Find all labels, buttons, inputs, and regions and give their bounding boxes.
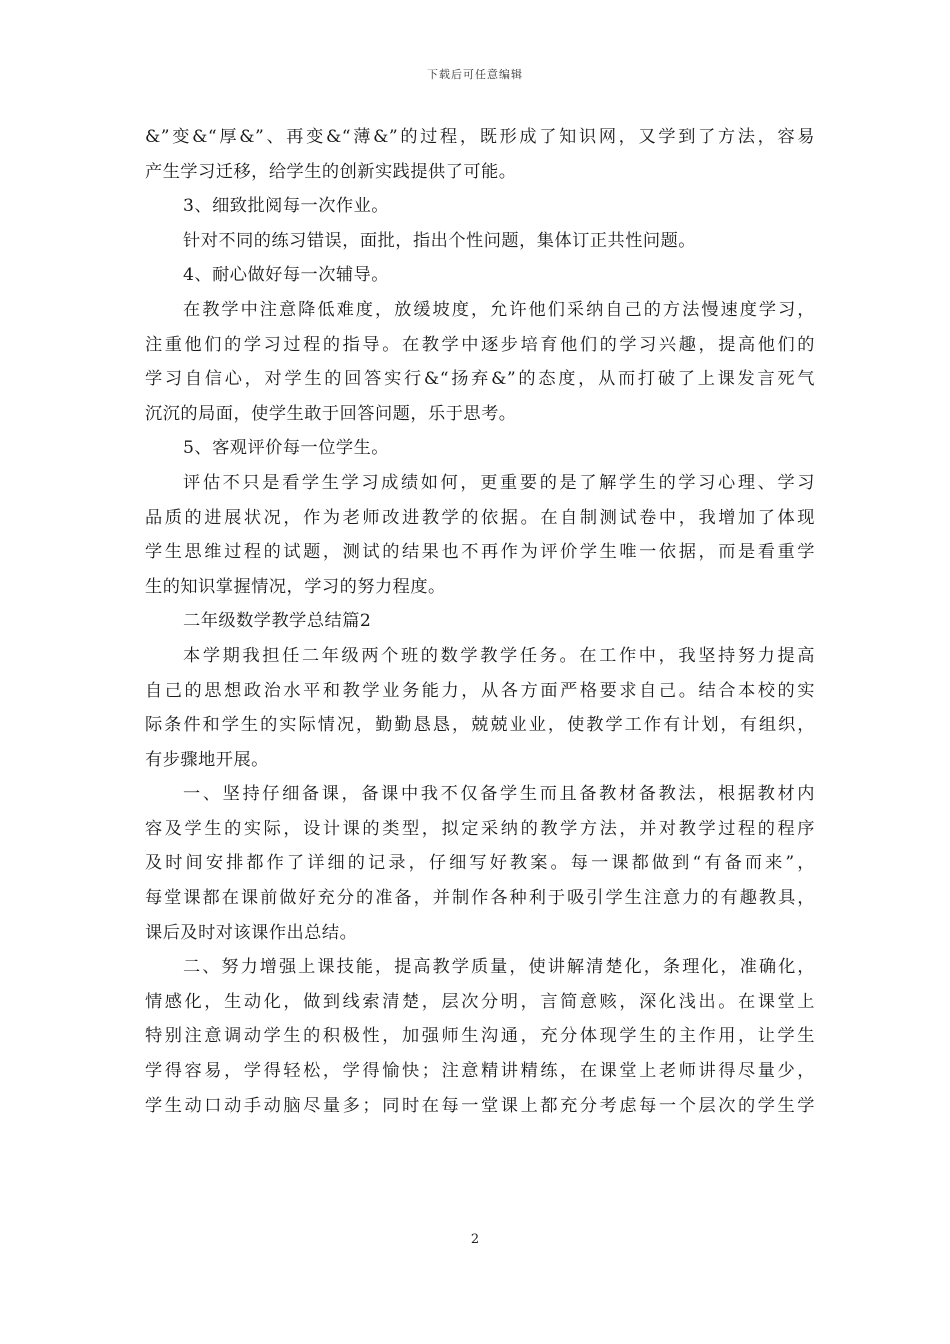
text-line: 及时间安排都作了详细的记录，仔细写好教案。每一课都做到“有备而来”， [145, 853, 815, 874]
text-line: 针对不同的练习错误，面批，指出个性问题，集体订正共性问题。 [183, 230, 696, 251]
text-line: 学生动口动手动脑尽量多；同时在每一堂课上都充分考虑每一个层次的学生学 [145, 1095, 815, 1116]
text-line: 二、努力增强上课技能，提高教学质量，使讲解清楚化，条理化，准确化， [183, 957, 815, 978]
text-line: 一、坚持仔细备课，备课中我不仅备学生而且备教材备教法，根据教材内 [183, 784, 815, 805]
text-line: 课后及时对该课作出总结。 [145, 922, 358, 943]
text-line: 产生学习迁移，给学生的创新实践提供了可能。 [145, 161, 517, 182]
text-line: 本学期我担任二年级两个班的数学教学任务。在工作中，我坚持努力提高 [183, 645, 815, 666]
page-number: 2 [470, 1232, 480, 1247]
text-line: 每堂课都在课前做好充分的准备，并制作各种利于吸引学生注意力的有趣教具， [145, 888, 815, 909]
text-line: 在教学中注意降低难度，放缓坡度，允许他们采纳自己的方法慢速度学习， [183, 299, 815, 320]
section-heading: 5、客观评价每一位学生。 [183, 438, 389, 459]
text-line: 沉沉的局面，使学生敢于回答问题，乐于思考。 [145, 403, 517, 424]
text-line: 情感化，生动化，做到线索清楚，层次分明，言简意赅，深化浅出。在课堂上 [145, 991, 815, 1012]
text-line: 品质的进展状况，作为老师改进教学的依据。在自制测试卷中，我增加了体现 [145, 507, 815, 528]
article-title: 二年级数学教学总结篇2 [183, 611, 372, 632]
text-line: 生的知识掌握情况，学习的努力程度。 [145, 576, 446, 597]
text-line: &”变&“厚&”、再变&“薄&”的过程，既形成了知识网，又学到了方法，容易 [145, 127, 815, 147]
page-header: 下载后可任意编辑 [427, 68, 523, 81]
text-line: 有步骤地开展。 [145, 749, 269, 770]
text-line: 学生思维过程的试题，测试的结果也不再作为评价学生唯一依据，而是看重学 [145, 542, 815, 563]
text-line: 学习自信心，对学生的回答实行&“扬弃&”的态度，从而打破了上课发言死气 [145, 369, 815, 390]
text-line: 容及学生的实际，设计课的类型，拟定采纳的教学方法，并对教学过程的程序 [145, 818, 815, 839]
text-line: 际条件和学生的实际情况，勤勤恳恳，兢兢业业，使教学工作有计划，有组织， [145, 715, 815, 736]
text-line: 特别注意调动学生的积极性，加强师生沟通，充分体现学生的主作用，让学生 [145, 1026, 815, 1047]
text-line: 自己的思想政治水平和教学业务能力，从各方面严格要求自己。结合本校的实 [145, 680, 815, 701]
document-body [145, 120, 815, 1123]
text-line: 注重他们的学习过程的指导。在教学中逐步培育他们的学习兴趣，提高他们的 [145, 334, 815, 355]
section-heading: 3、细致批阅每一次作业。 [183, 196, 389, 217]
section-heading: 4、耐心做好每一次辅导。 [183, 265, 389, 286]
text-line: 评估不只是看学生学习成绩如何，更重要的是了解学生的学习心理、学习 [183, 472, 815, 493]
text-line: 学得容易，学得轻松，学得愉快；注意精讲精练，在课堂上老师讲得尽量少， [145, 1061, 815, 1082]
